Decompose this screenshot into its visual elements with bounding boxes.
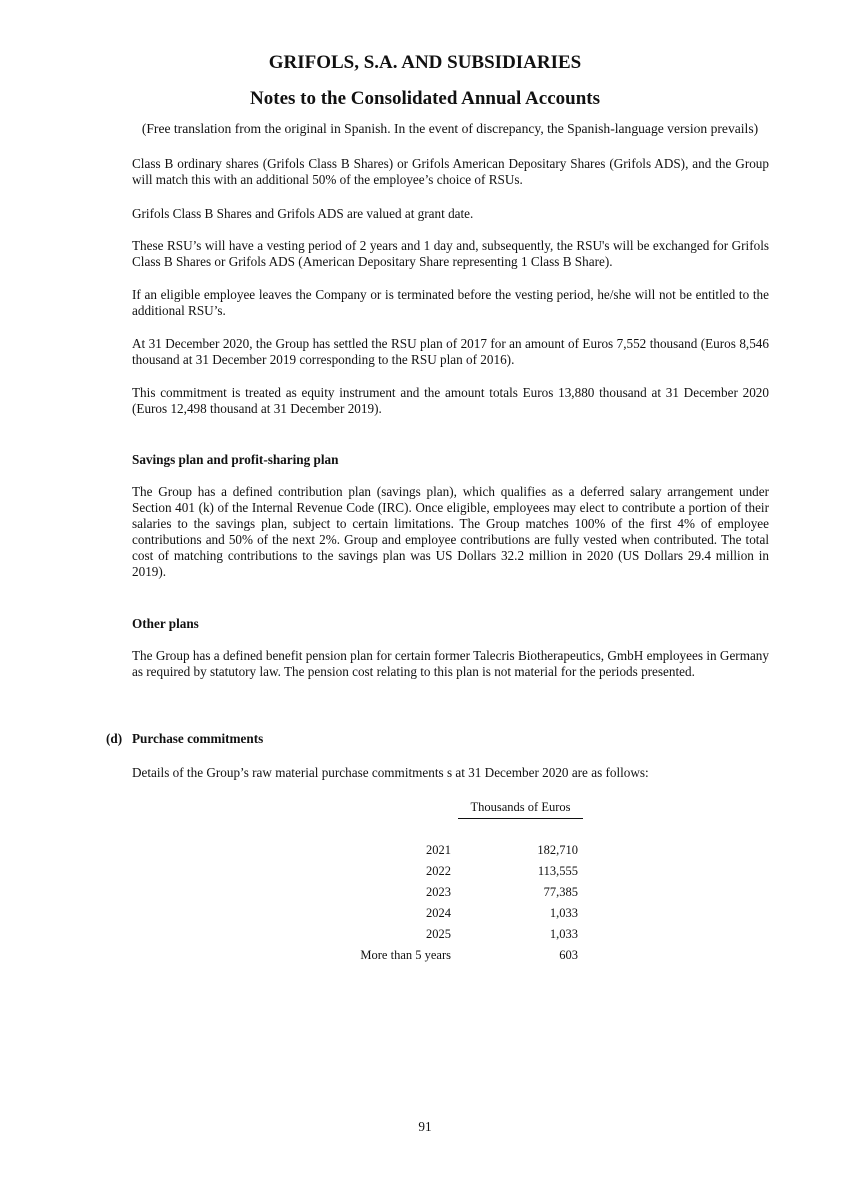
paragraph-termination: If an eligible employee leaves the Company or is terminated before the vesting period, he/she will not be entitled to the additional RSU’s. <box>132 287 769 318</box>
year-cell: 2025 <box>426 927 451 941</box>
purchase-commitments-intro: Details of the Group’s raw material purchase commitments s at 31 December 2020 are as follows: <box>132 765 649 780</box>
amount-cell: 182,710 <box>537 843 578 857</box>
table-row <box>330 924 578 945</box>
paragraph-equity-commitment: This commitment is treated as equity instrument and the amount totals Euros 13,880 thousand at 31 December 2020 (Euros 12,498 thousand at 31 December 2019). <box>132 385 769 416</box>
purchase-commitments-table <box>330 840 578 966</box>
table-row <box>330 861 578 882</box>
other-plans-heading: Other plans <box>132 616 199 631</box>
table-row <box>330 945 578 966</box>
paragraph-vesting: These RSU’s will have a vesting period of 2 years and 1 day and, subsequently, the RSU's will be exchanged for Grifols Class B Shares or Grifols ADS (American Depositary Share representing 1 Class B Share). <box>132 238 769 269</box>
amount-cell: 113,555 <box>537 864 578 878</box>
section-label: (d) <box>106 731 123 746</box>
paragraph-rsu-match: Class B ordinary shares (Grifols Class B Shares) or Grifols American Depositary Shares (Grifols ADS), and the Group will match this with an additional 50% of the employee’s choice of RSUs. <box>132 156 769 187</box>
amount-cell: 603 <box>559 948 578 962</box>
paragraph-valuation: Grifols Class B Shares and Grifols ADS are valued at grant date. <box>132 206 474 221</box>
document-title: Notes to the Consolidated Annual Accounts <box>250 88 600 109</box>
paragraph-rsu-settlement: At 31 December 2020, the Group has settled the RSU plan of 2017 for an amount of Euros 7,552 thousand (Euros 8,546 thousand at 31 December 2019 corresponding to the RSU plan of 2016). <box>132 336 769 367</box>
purchase-commitments-heading <box>106 731 263 747</box>
year-cell: 2023 <box>426 885 451 899</box>
section-title: Purchase commitments <box>132 731 264 746</box>
year-cell: 2022 <box>426 864 451 878</box>
table-row <box>330 903 578 924</box>
year-cell: 2024 <box>426 906 451 920</box>
company-name: GRIFOLS, S.A. AND SUBSIDIARIES <box>268 52 582 73</box>
amount-cell: 1,033 <box>549 927 578 941</box>
page-number: 91 <box>418 1119 432 1134</box>
amount-cell: 1,033 <box>549 906 578 920</box>
amount-cell: 77,385 <box>543 885 578 899</box>
year-cell: More than 5 years <box>360 948 451 962</box>
savings-plan-text: The Group has a defined contribution plan (savings plan), which qualifies as a deferred salary arrangement under Section 401 (k) of the Internal Revenue Code (IRC). Once eligible, employees may elect to contribute a portion of their salaries to the savings plan, subject to certain limitations. The Group matches 100% of the first 4% of employee contributions and 50% of the next 2%. Group and employee contributions are fully vested when contributed. The total cost of matching contributions to the savings plan was US Dollars 32.2 million in 2020 (US Dollars 29.4 million in 2019). <box>132 484 769 579</box>
translation-note: (Free translation from the original in Spanish. In the event of discrepancy, the Spanish-language version prevails) <box>141 121 759 136</box>
table-row <box>330 840 578 861</box>
table-row <box>330 882 578 903</box>
year-cell: 2021 <box>426 843 451 857</box>
column-header-thousands-of-euros: Thousands of Euros <box>458 800 583 819</box>
other-plans-text: The Group has a defined benefit pension plan for certain former Talecris Biotherapeutics, GmbH employees in Germany as required by statutory law. The pension cost relating to this plan is not material for the periods presented. <box>132 648 769 679</box>
savings-plan-heading: Savings plan and profit-sharing plan <box>132 452 339 467</box>
